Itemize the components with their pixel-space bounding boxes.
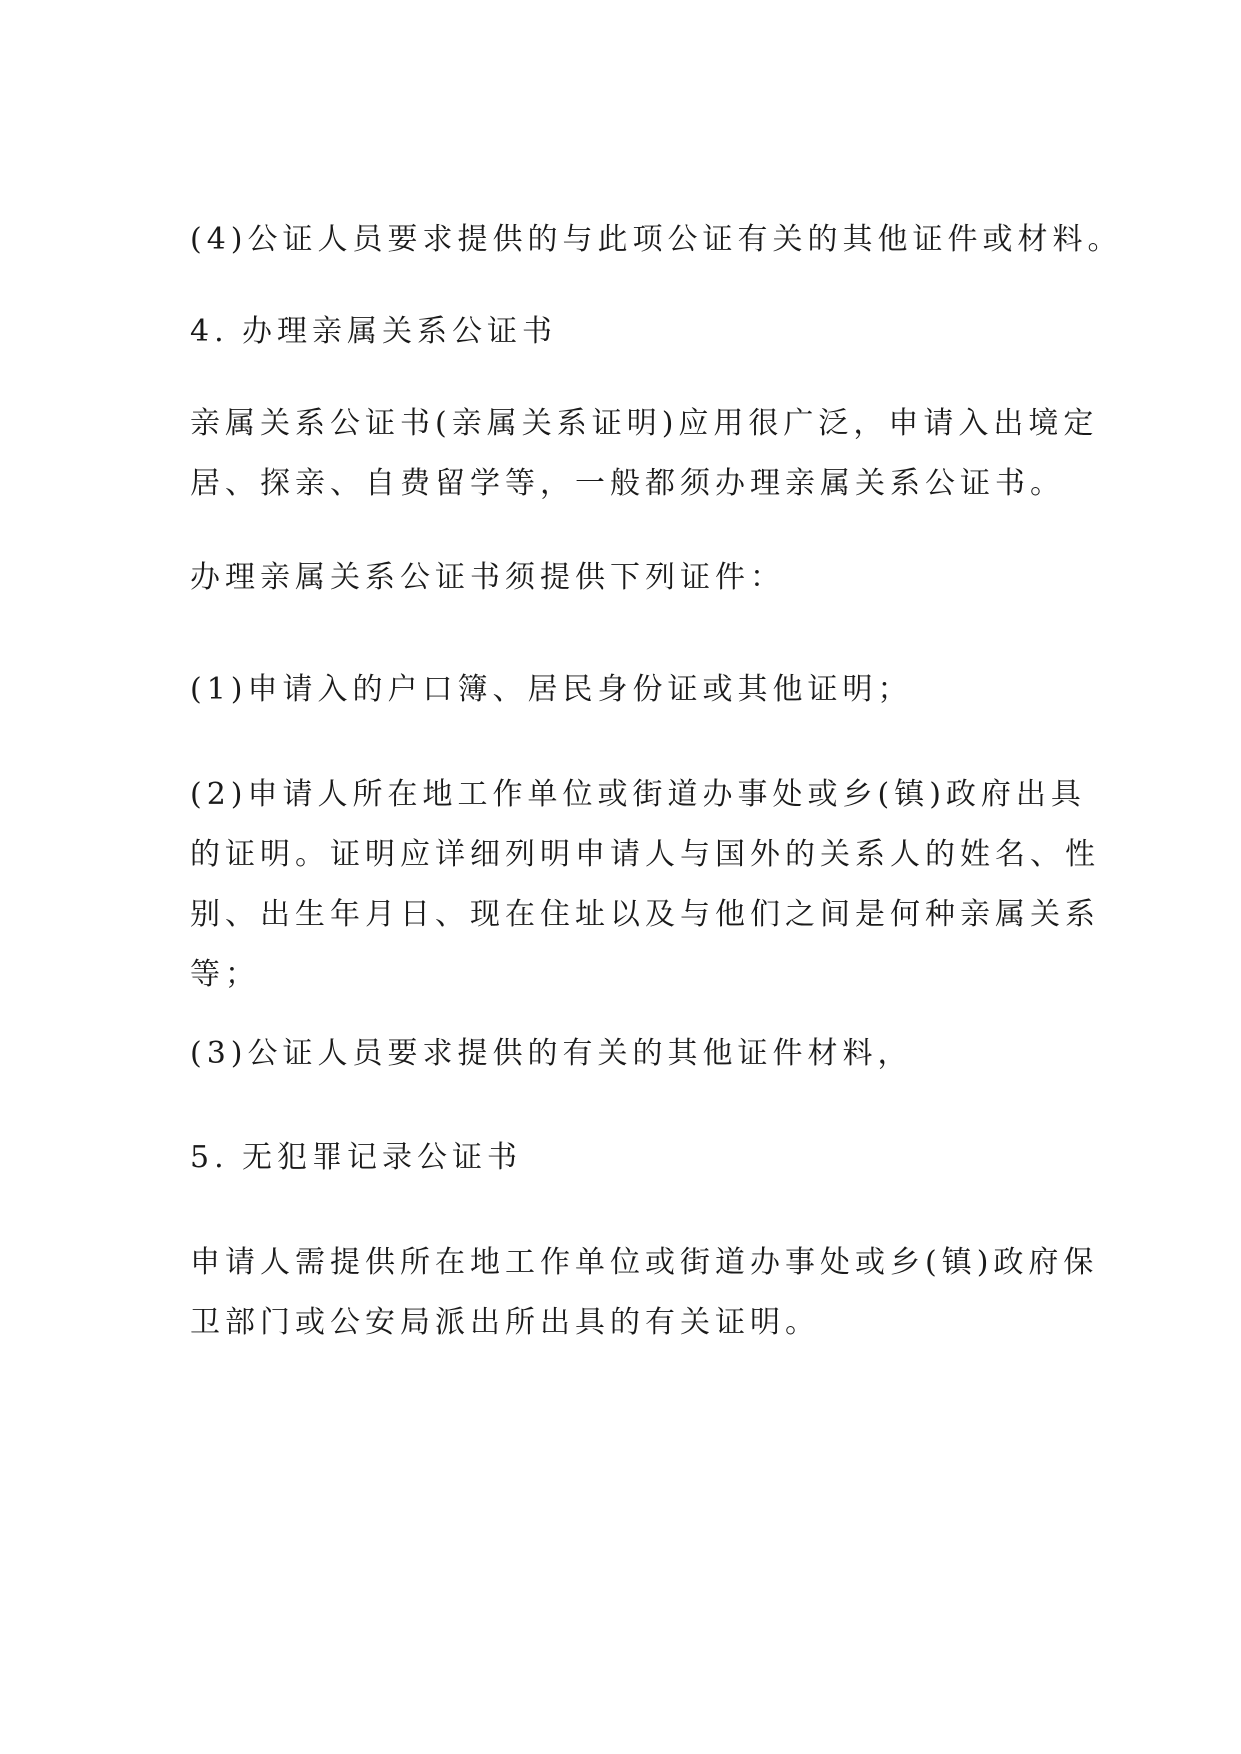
paragraph-line: (2)申请人所在地工作单位或街道办事处或乡(镇)政府出具 (190, 777, 1086, 812)
paragraph-line: 卫部门或公安局派出所出具的有关证明。 (190, 1305, 820, 1340)
section-heading-4 (190, 302, 1070, 362)
section-title: 无犯罪记录公证书 (242, 1140, 522, 1175)
paragraph-line: 居、探亲、自费留学等，一般都须办理亲属关系公证书。 (190, 466, 1065, 501)
section-number: 5. (190, 1140, 229, 1175)
section-number: 4. (190, 314, 229, 349)
paragraph-required-documents (190, 548, 1070, 608)
paragraph-line: 办理亲属关系公证书须提供下列证件： (190, 560, 785, 595)
paragraph-line: (4)公证人员要求提供的与此项公证有关的其他证件或材料。 (190, 222, 1123, 257)
paragraph-line: 别、出生年月日、现在住址以及与他们之间是何种亲属关系 (190, 897, 1100, 932)
paragraph-item-3 (190, 1024, 1070, 1084)
paragraph-line: (3)公证人员要求提供的有关的其他证件材料， (190, 1036, 913, 1071)
paragraph-line: 亲属关系公证书(亲属关系证明)应用很广泛，申请入出境定 (190, 406, 1099, 441)
paragraph-line: 申请人需提供所在地工作单位或街道办事处或乡(镇)政府保 (190, 1245, 1099, 1280)
paragraph-line: (1)申请入的户口簿、居民身份证或其他证明； (190, 672, 913, 707)
paragraph-item-4-materials (190, 210, 1123, 270)
paragraph-kinship-intro (190, 394, 1099, 514)
paragraph-line: 等； (190, 957, 260, 992)
paragraph-no-criminal-record (190, 1233, 1099, 1353)
section-heading-5 (190, 1128, 1070, 1188)
paragraph-item-1 (190, 660, 1070, 720)
paragraph-line: 的证明。证明应详细列明申请人与国外的关系人的姓名、性 (190, 837, 1100, 872)
paragraph-item-2 (190, 765, 1100, 1005)
section-title: 办理亲属关系公证书 (242, 314, 557, 349)
